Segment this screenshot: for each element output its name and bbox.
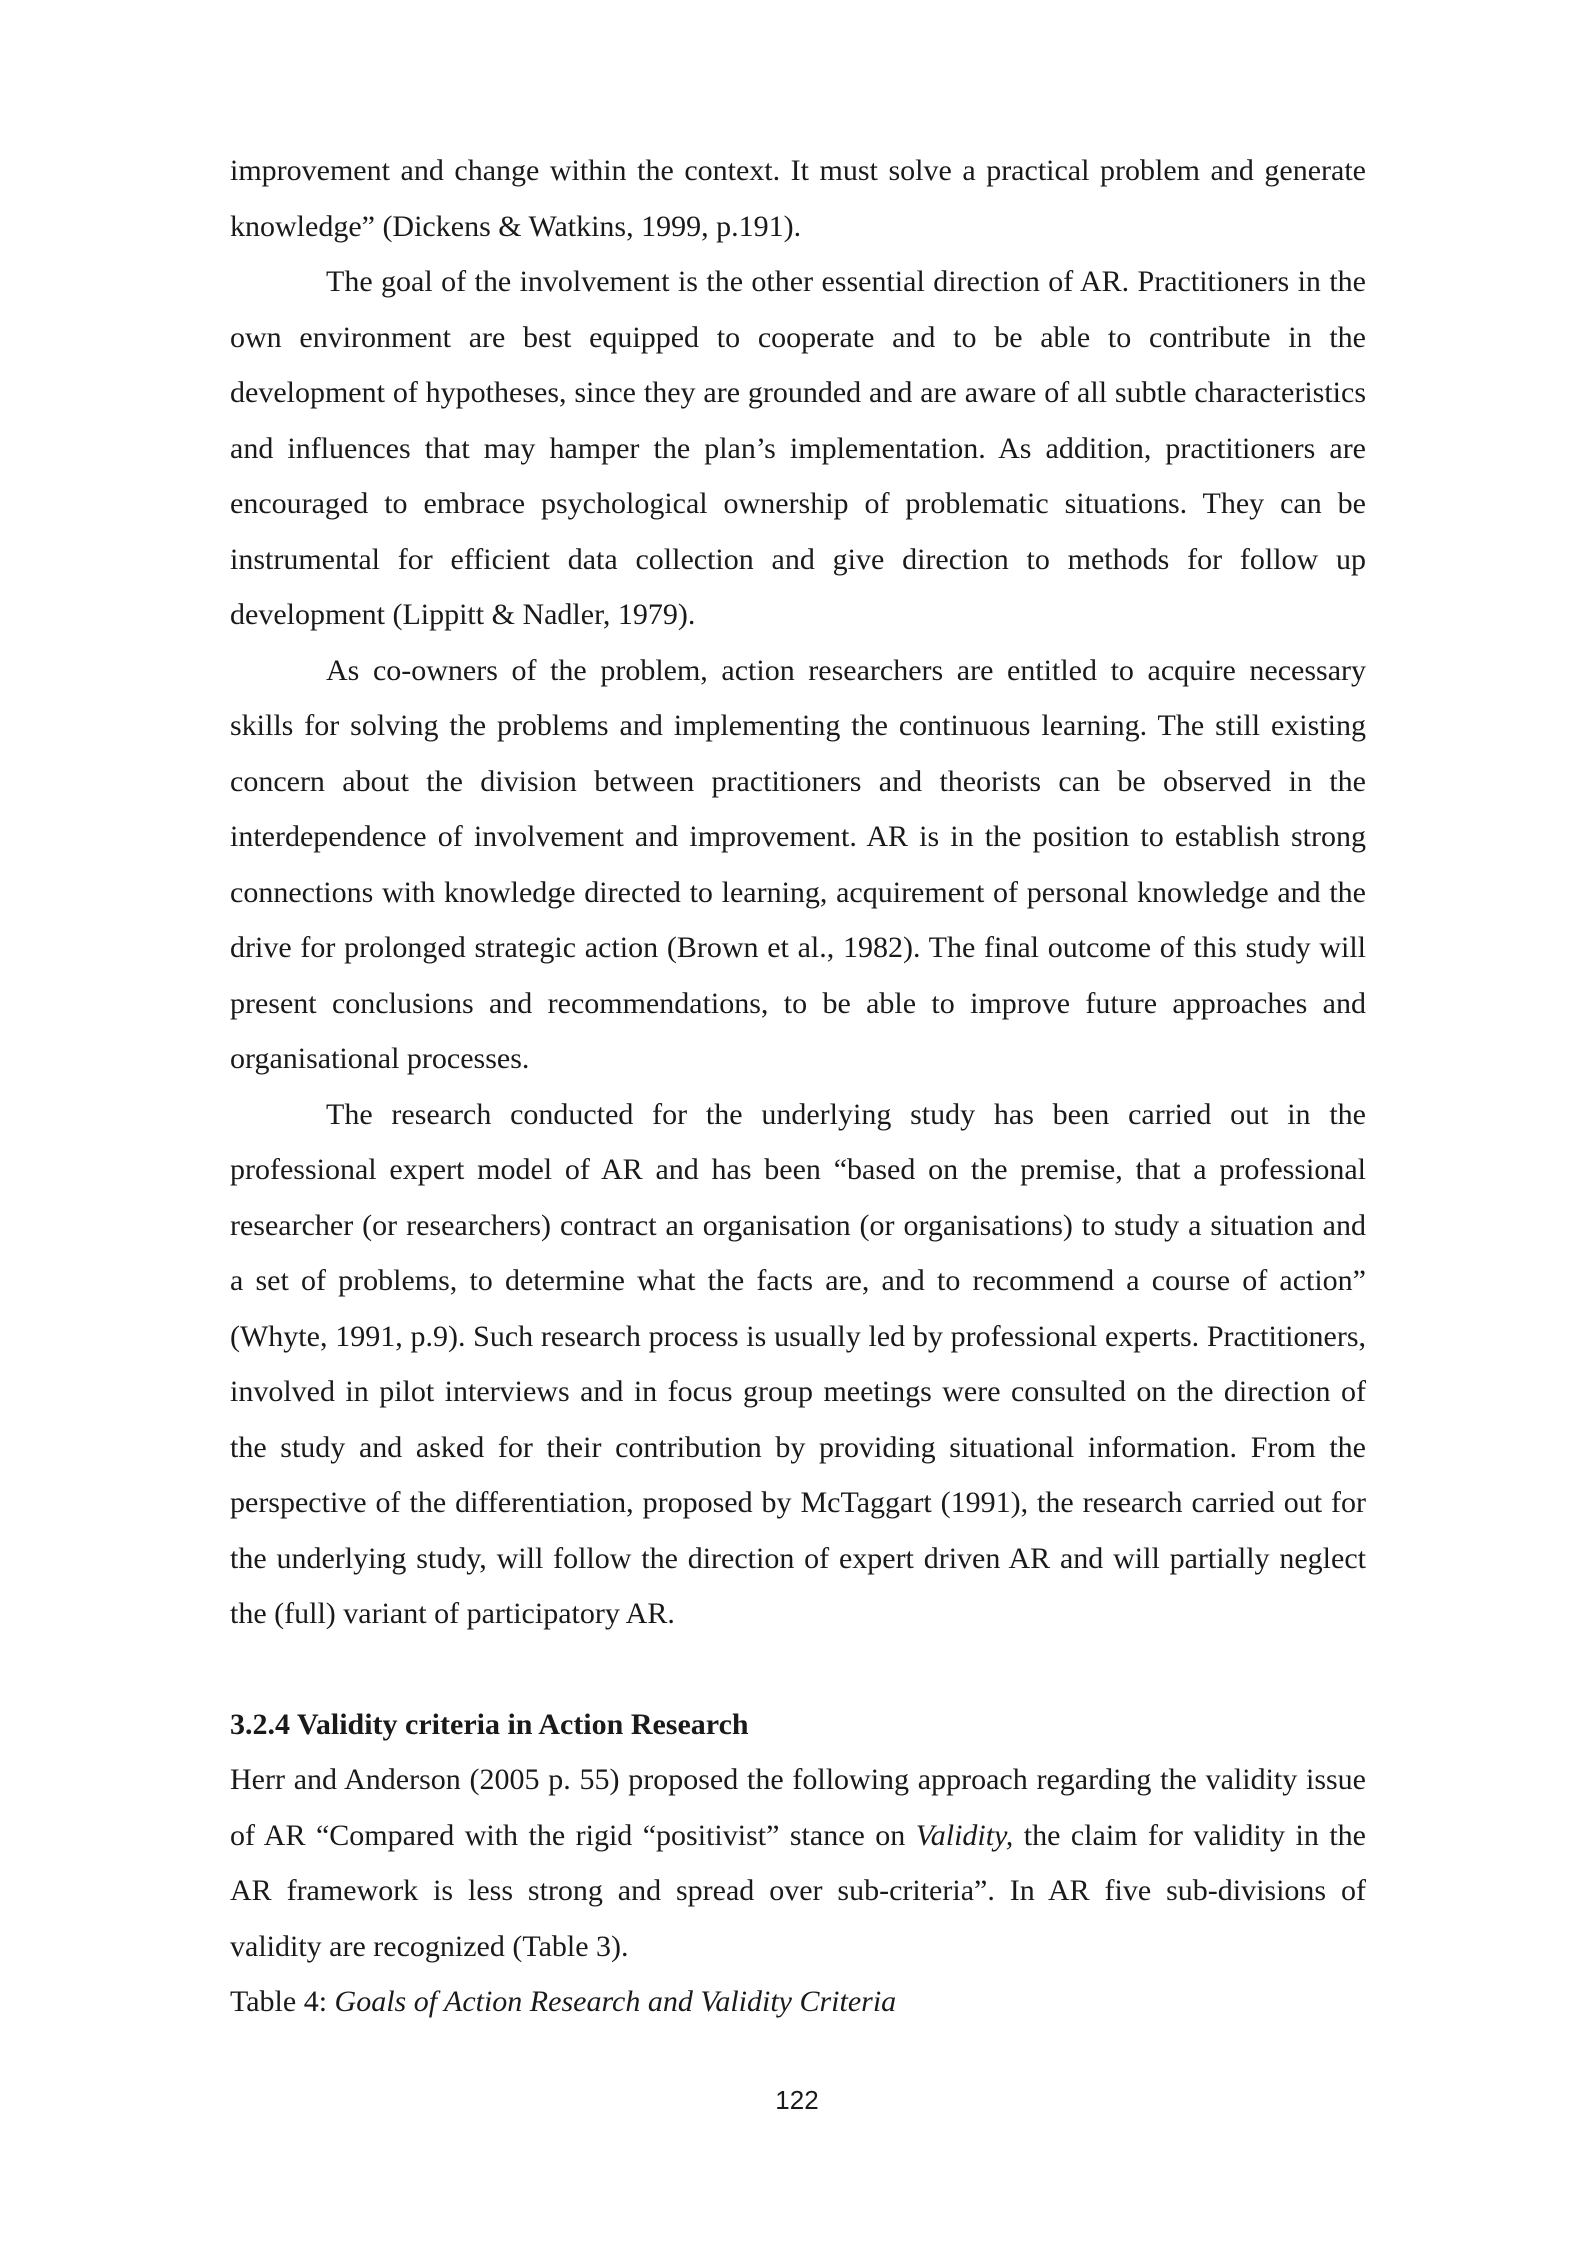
paragraph-4: The research conducted for the underlying study has been carried out in the professional expert model of AR and has been “based on the premise, that a professional researcher (or researchers) contract an organisation (or organisations) to study a situation and a set of problems, to determine what the facts are, and to recommend a course of action” (Whyte, 1991, p.9). Such research process is usually led by professional experts. Practitioners, involved in pilot interviews and in focus group meetings were consulted on the direction of the study and asked for their contribution by providing situational information. From the perspective of the differentiation, proposed by McTaggart (1991), the research carried out for the underlying study, will follow the direction of expert driven AR and will partially neglect the (full) variant of participatory AR. <box>230 1097 1366 1630</box>
paragraph-5-italic: Validity, <box>915 1818 1014 1852</box>
section-heading: 3.2.4 Validity criteria in Action Research <box>230 1707 749 1741</box>
page-number: 122 <box>775 2085 819 2115</box>
paragraph-1: improvement and change within the context. It must solve a practical problem and generate knowledge” (Dickens & Watkins, 1999, p.191). <box>230 154 1366 243</box>
paragraph-5-text-end: the claim for validity in the AR framework is less strong and spread over sub-criteria”. In AR five sub-divisions of validity are recognized (Table 3). <box>230 1818 1366 1963</box>
paragraph-5 <box>230 1752 1366 1974</box>
paragraph-2: The goal of the involvement is the other essential direction of AR. Practitioners in the own environment are best equipped to cooperate and to be able to contribute in the development of hypotheses, since they are grounded and are aware of all subtle characteristics and influences that may hamper the plan’s implementation. As addition, practitioners are encouraged to embrace psychological ownership of problematic situations. They can be instrumental for efficient data collection and give direction to methods for follow up development (Lippitt & Nadler, 1979). <box>230 265 1366 631</box>
table-caption-label: Table 4: <box>230 1985 335 2018</box>
table-caption-title: Goals of Action Research and Validity Criteria <box>334 1985 897 2018</box>
paragraph-5-text-start: Herr and Anderson (2005 p. 55) proposed the following approach regarding the validity issue of AR “Compared with the rigid “positivist” stance on <box>230 1763 1366 1852</box>
paragraph-3: As co-owners of the problem, action researchers are entitled to acquire necessary skills for solving the problems and implementing the continuous learning. The still existing concern about the division between practitioners and theorists can be observed in the interdependence of involvement and improvement. AR is in the position to establish strong connections with knowledge directed to learning, acquirement of personal knowledge and the drive for prolonged strategic action (Brown et al., 1982). The final outcome of this study will present conclusions and recommendations, to be able to improve future approaches and organisational processes. <box>230 653 1366 1075</box>
document-page <box>230 143 1366 2030</box>
table-caption <box>230 1974 1366 2030</box>
